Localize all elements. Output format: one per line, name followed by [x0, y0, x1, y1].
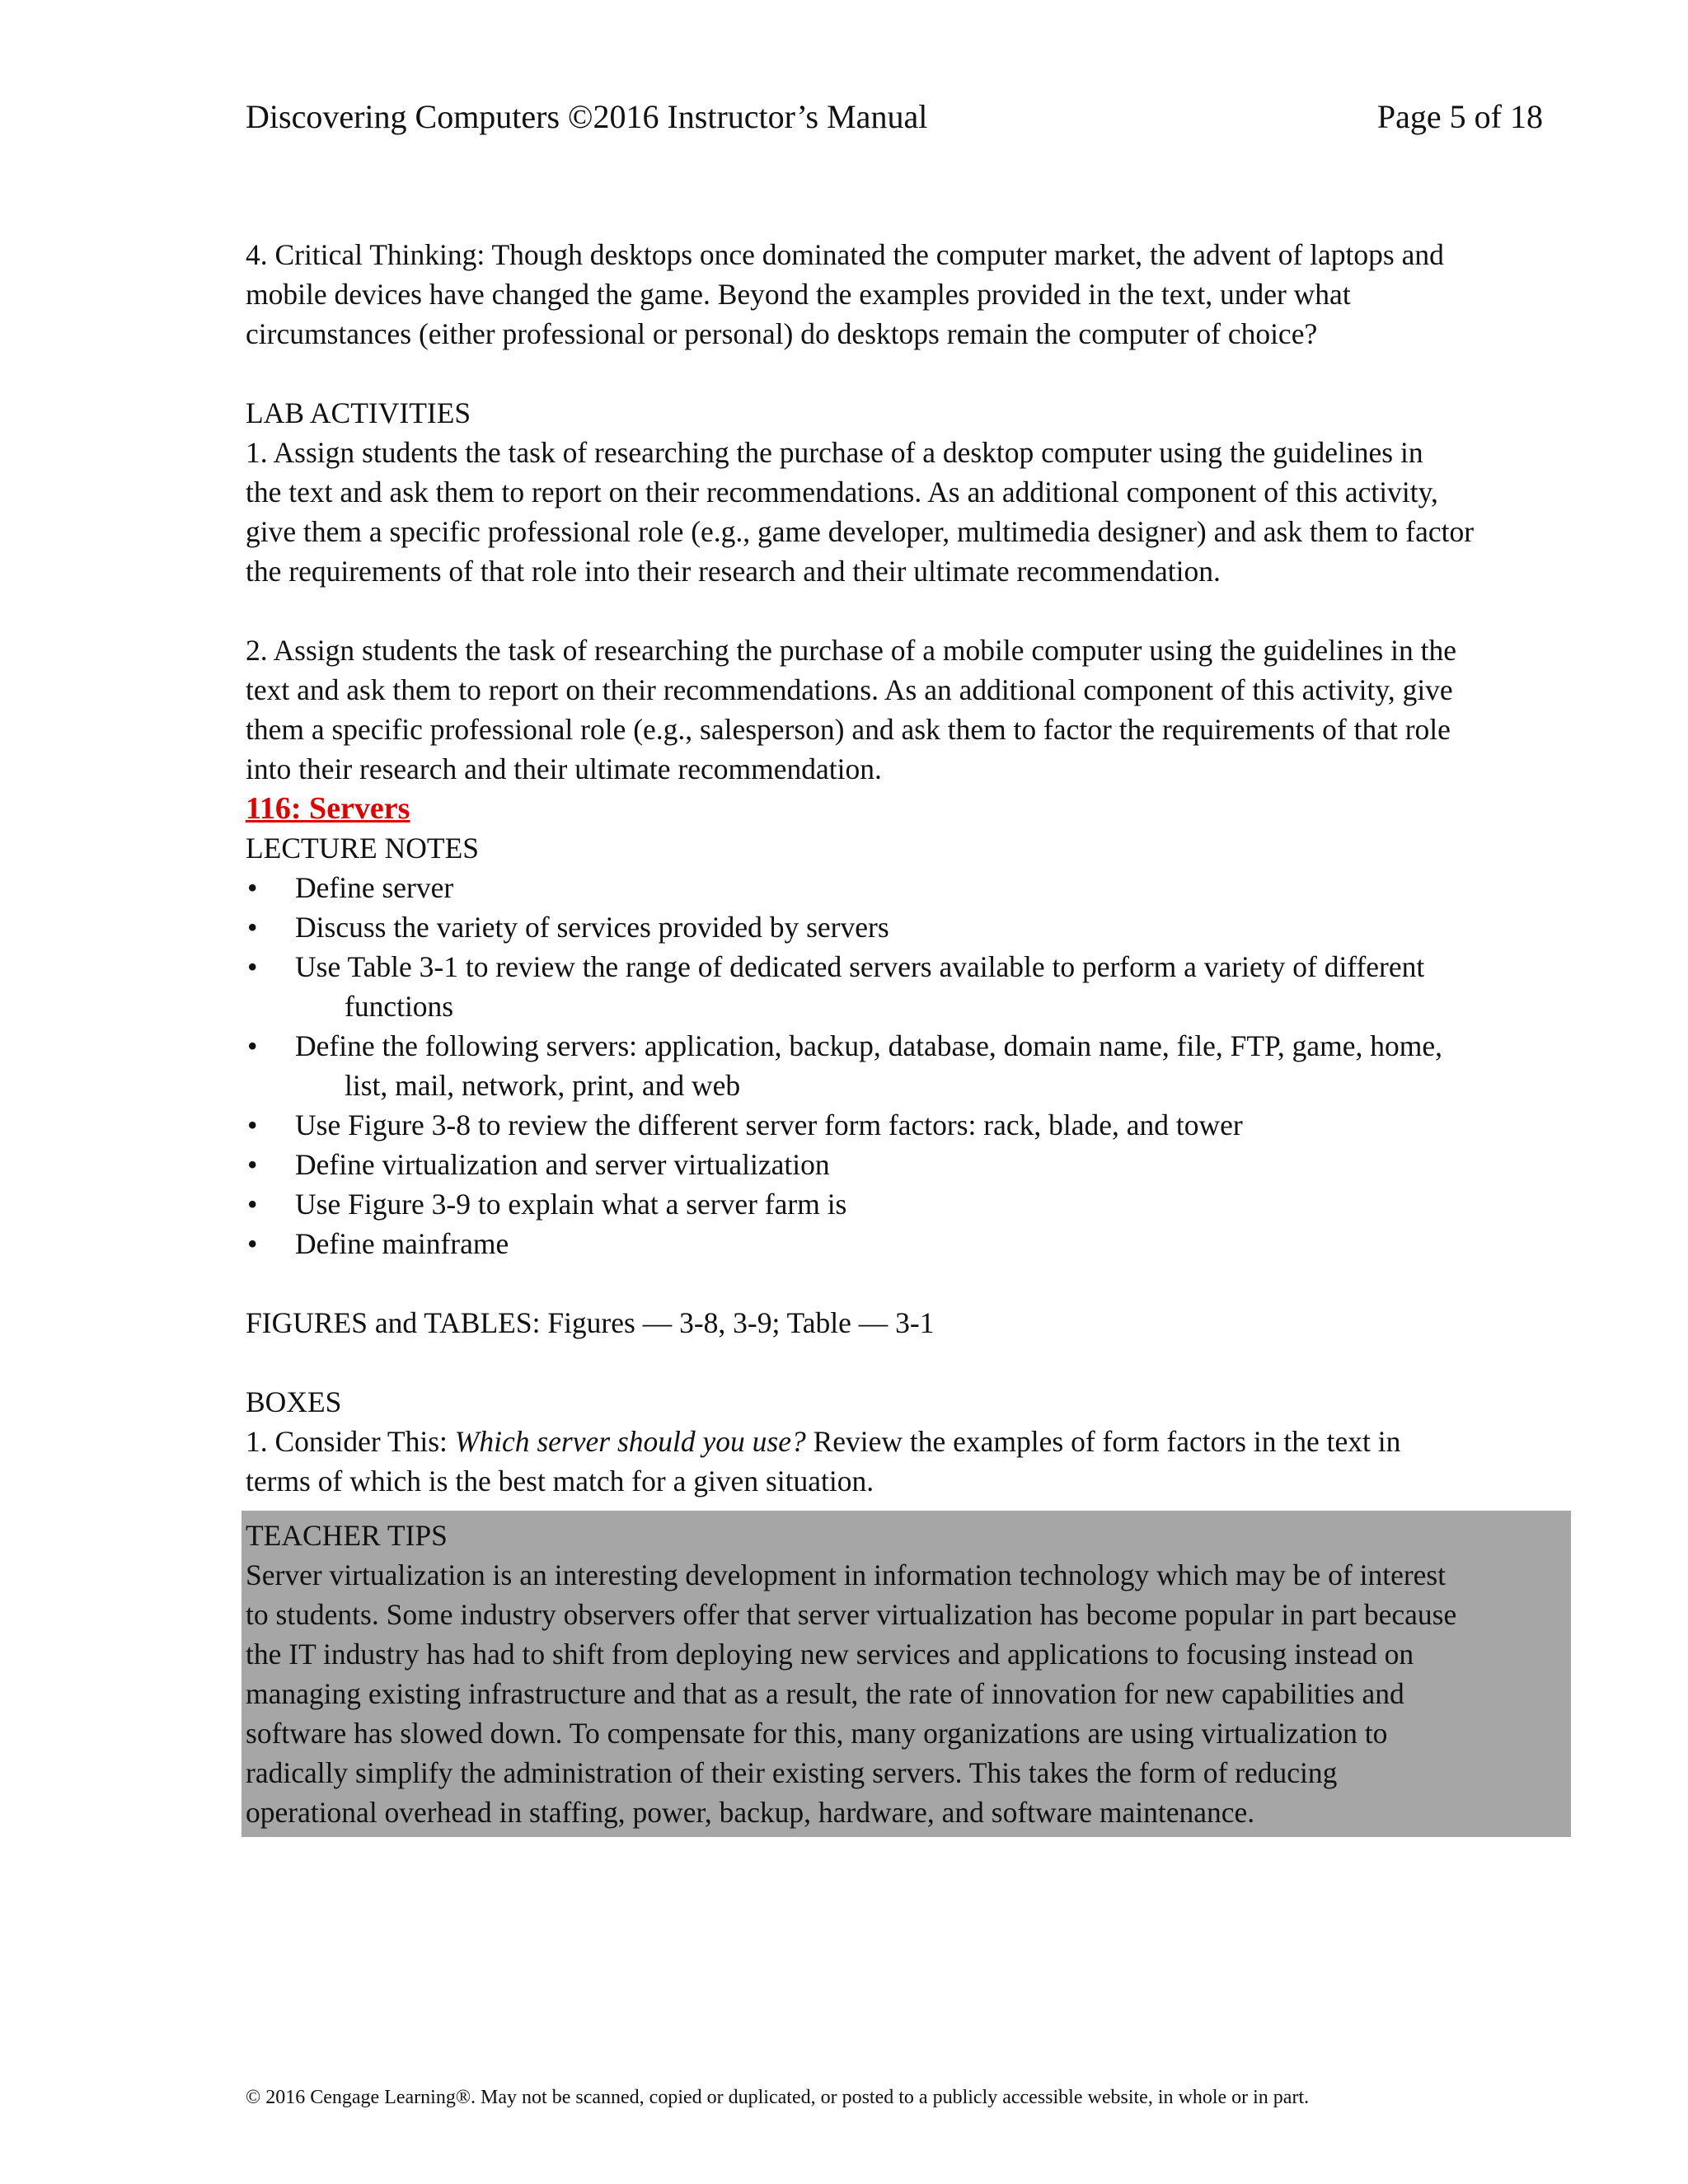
- text-line: Server virtualization is an interesting development in information technology which may be of interest: [246, 1558, 1447, 1591]
- text-line: operational overhead in staffing, power, backup, hardware, and software maintenance.: [246, 1796, 1255, 1829]
- list-item: [246, 1224, 1561, 1263]
- figures-tables-line: FIGURES and TABLES: Figures — 3-8, 3-9; Table — 3-1: [246, 1306, 935, 1339]
- text-line: software has slowed down. To compensate for this, many organizations are using virtualization to: [246, 1717, 1388, 1750]
- list-item: [246, 947, 1561, 1026]
- text-line: to students. Some industry observers offer that server virtualization has become popular in part because: [246, 1598, 1457, 1631]
- lecture-notes-heading: LECTURE NOTES: [246, 832, 479, 865]
- bullet-icon: •: [247, 1227, 258, 1260]
- text-line: mobile devices have changed the game. Beyond the examples provided in the text, under what: [246, 278, 1351, 311]
- box-question: Which server should you use?: [454, 1425, 806, 1458]
- bullet-icon: •: [247, 1029, 258, 1062]
- box-prefix: 1. Consider This:: [246, 1425, 455, 1458]
- critical-thinking-paragraph: [246, 235, 1561, 354]
- text-line: 1. Assign students the task of researching the purchase of a desktop computer using the guidelines in: [246, 436, 1423, 469]
- list-item-text: Discuss the variety of services provided by servers: [295, 911, 889, 944]
- text-line: radically simplify the administration of their existing servers. This takes the form of reducing: [246, 1756, 1338, 1789]
- lab-activity-2: [246, 630, 1561, 789]
- text-line: give them a specific professional role (e.g., game developer, multimedia designer) and ask them to factor: [246, 515, 1475, 548]
- header-title: Discovering Computers ©2016 Instructor’s Manual: [246, 98, 928, 135]
- list-item-text: Define the following servers: application, backup, database, domain name, file, FTP, game, home,: [295, 1029, 1442, 1062]
- list-item-text: Define virtualization and server virtualization: [295, 1148, 830, 1181]
- copyright-footer: © 2016 Cengage Learning®. May not be scanned, copied or duplicated, or posted to a publicly accessible website, in whole or in part.: [246, 2087, 1310, 2108]
- lab-activity-1: [246, 433, 1561, 591]
- bullet-icon: •: [247, 911, 258, 944]
- bullet-icon: •: [247, 871, 258, 904]
- lab-activities-heading: LAB ACTIVITIES: [246, 396, 471, 429]
- bullet-icon: •: [247, 1148, 258, 1181]
- lecture-notes-list: [246, 868, 1561, 1263]
- text-line: the requirements of that role into their research and their ultimate recommendation.: [246, 555, 1221, 588]
- text-line: 2. Assign students the task of researching the purchase of a mobile computer using the guidelines in the: [246, 634, 1456, 667]
- list-item-text: Define mainframe: [295, 1227, 509, 1260]
- box-description: Review the examples of form factors in the text in: [805, 1425, 1401, 1458]
- bullet-icon: •: [247, 1188, 258, 1221]
- boxes-heading: BOXES: [246, 1385, 342, 1418]
- text-line: into their research and their ultimate recommendation.: [246, 752, 882, 785]
- list-item-text: Define server: [295, 871, 454, 904]
- list-item-text: Use Figure 3-8 to review the different server form factors: rack, blade, and tower: [295, 1108, 1243, 1141]
- text-line: 4. Critical Thinking: Though desktops once dominated the computer market, the advent of laptops and: [246, 238, 1444, 271]
- text-line: terms of which is the best match for a given situation.: [246, 1465, 874, 1497]
- text-line: text and ask them to report on their recommendations. As an additional component of this activity, give: [246, 673, 1453, 706]
- list-item-continuation: list, mail, network, print, and web: [345, 1069, 741, 1102]
- page-content: [246, 235, 1561, 1837]
- teacher-tips-box: [241, 1511, 1571, 1837]
- teacher-tips-heading: TEACHER TIPS: [246, 1519, 448, 1552]
- section-title: 116: Servers: [246, 791, 410, 826]
- list-item: [246, 868, 1561, 907]
- list-item-text: Use Figure 3-9 to explain what a server farm is: [295, 1188, 847, 1221]
- page-header: [246, 97, 1543, 137]
- text-line: them a specific professional role (e.g., salesperson) and ask them to factor the requirements of that role: [246, 713, 1451, 746]
- list-item: [246, 1184, 1561, 1224]
- list-item: [246, 907, 1561, 947]
- text-line: the IT industry has had to shift from deploying new services and applications to focusing instead on: [246, 1638, 1414, 1671]
- bullet-icon: •: [247, 1108, 258, 1141]
- text-line: managing existing infrastructure and that as a result, the rate of innovation for new capabilities and: [246, 1677, 1404, 1710]
- box-item-1: [246, 1422, 1561, 1461]
- text-line: circumstances (either professional or personal) do desktops remain the computer of choice?: [246, 317, 1318, 350]
- text-line: the text and ask them to report on their recommendations. As an additional component of this activity,: [246, 476, 1438, 509]
- list-item-text: Use Table 3-1 to review the range of dedicated servers available to perform a variety of different: [295, 950, 1425, 983]
- list-item: [246, 1105, 1561, 1145]
- list-item: [246, 1145, 1561, 1184]
- list-item-continuation: functions: [345, 990, 454, 1023]
- list-item: [246, 1026, 1561, 1105]
- bullet-icon: •: [247, 950, 258, 983]
- header-page-number: Page 5 of 18: [1376, 98, 1543, 135]
